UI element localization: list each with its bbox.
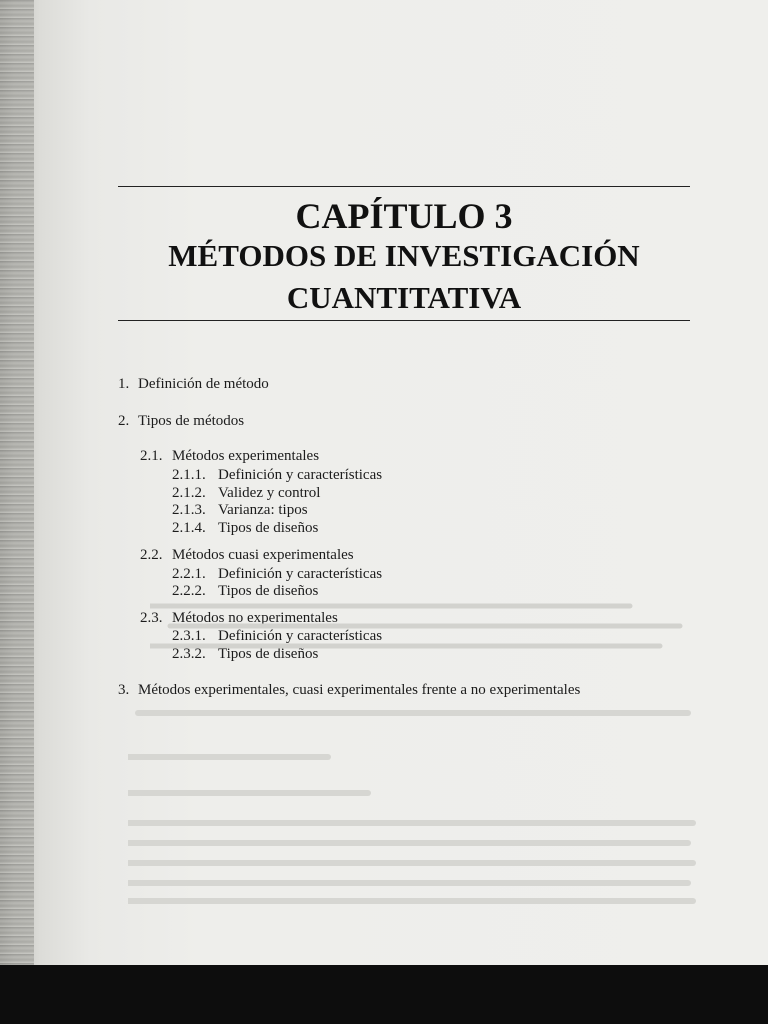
toc-item [140, 546, 354, 564]
toc-item-number: 2.2.2. [172, 583, 206, 599]
chapter-title-line-2: CUANTITATIVA [286, 280, 522, 315]
toc-item-text: Métodos experimentales [172, 448, 320, 464]
toc-item-text: Definición y características [218, 566, 383, 582]
toc-item-number: 2.1. [140, 448, 163, 464]
scan-bottom-edge [0, 965, 768, 1024]
toc-item-number: 1. [118, 376, 130, 392]
toc-item-text: Tipos de diseños [218, 646, 319, 662]
bleed-through-strokes [150, 596, 690, 666]
top-rule [118, 186, 690, 187]
toc-item-text: Definición de método [138, 376, 269, 392]
toc-item-number: 2.1.3. [172, 502, 206, 518]
toc-item-number: 2.3.2. [172, 646, 206, 662]
bleed-through-block [150, 596, 690, 666]
toc-item-number: 2.1.4. [172, 520, 206, 536]
toc-item [172, 501, 308, 519]
toc-item-text: Tipos de diseños [218, 520, 319, 536]
bottom-rule [118, 320, 690, 321]
toc-item-number: 2.1.1. [172, 467, 206, 483]
chapter-number: CAPÍTULO 3 [295, 196, 513, 236]
toc-item-number: 2.3. [140, 610, 163, 626]
toc-item [172, 484, 320, 502]
toc-item-number: 2.3.1. [172, 628, 206, 644]
toc-item [118, 412, 244, 430]
toc-item-text: Tipos de diseños [218, 583, 319, 599]
toc-item [172, 466, 382, 484]
toc-item [140, 447, 319, 465]
toc-item-number: 2. [118, 413, 130, 429]
toc-item-number: 2.2.1. [172, 566, 206, 582]
toc-item-text: Métodos experimentales, cuasi experimentales frente a no experimentales [138, 682, 581, 698]
toc-item-number: 3. [118, 682, 130, 698]
toc-item-text: Validez y control [218, 485, 321, 501]
toc-item-text: Métodos cuasi experimentales [172, 547, 354, 563]
toc-item-text: Definición y características [218, 467, 383, 483]
toc-item-text: Varianza: tipos [218, 502, 308, 518]
toc-item-number: 2.1.2. [172, 485, 206, 501]
toc-item-text: Métodos no experimentales [172, 610, 338, 626]
chapter-title-line-1: MÉTODOS DE INVESTIGACIÓN [168, 238, 640, 273]
bleed-through-strokes [128, 705, 698, 905]
book-spine-shadow [0, 0, 34, 965]
toc-item [172, 519, 318, 537]
bleed-through-block [128, 705, 698, 905]
toc-item [118, 681, 580, 699]
toc-item [118, 375, 269, 393]
toc-item-text: Definición y características [218, 628, 383, 644]
toc-item [172, 565, 382, 583]
toc-item-text: Tipos de métodos [138, 413, 245, 429]
toc-item-number: 2.2. [140, 547, 163, 563]
